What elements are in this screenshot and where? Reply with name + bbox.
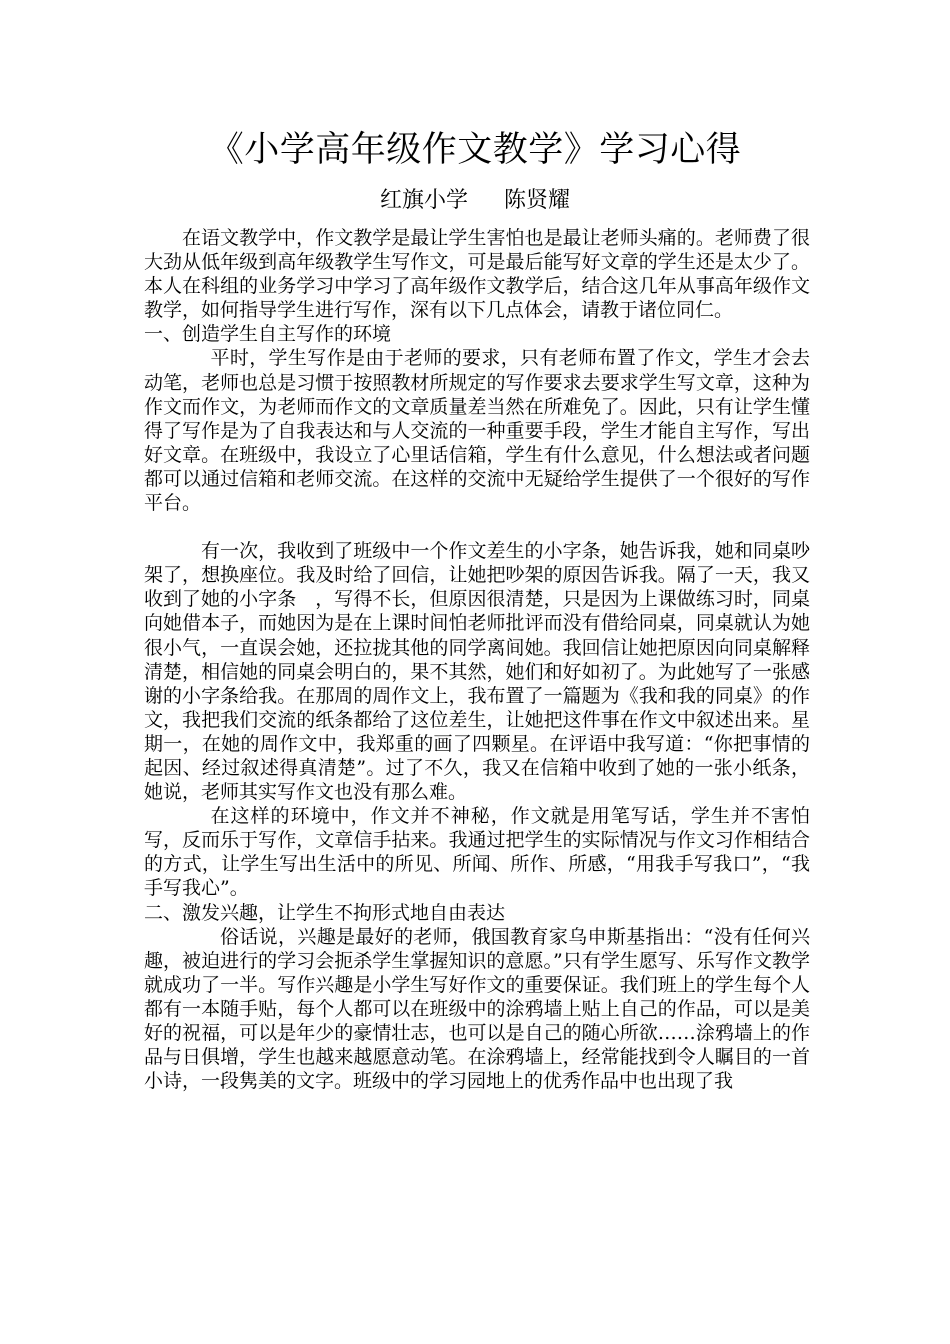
paragraph-spacer: [144, 515, 810, 539]
section-heading-2: 二、激发兴趣，让学生不拘形式地自由表达: [144, 901, 506, 924]
intro-paragraph: 在语文教学中，作文教学是最让学生害怕也是最让老师头痛的。老师费了很大劲从低年级到高年级教学生写作文，可是最后能写好文章的学生还是太少了。本人在科组的业务学习中学习了高年级作文教学后，结合这几年从事高年级作文教学，如何指导学生进行写作，深有以下几点体会，请教于诸位同仁。: [144, 227, 810, 322]
section2-paragraph-1: 俗话说，兴趣是最好的老师，俄国教育家乌申斯基指出：“没有任何兴趣，被迫进行的学习会扼杀学生掌握知识的意愿。”只有学生愿写、乐写作文教学就成功了一半。写作兴趣是小学生写好作文的重要保证。我们班上的学生每个人都有一本随手贴，每个人都可以在班级中的涂鸦墙上贴上自己的作品，可以是美好的祝福，可以是年少的豪情壮志，也可以是自己的随心所欲……涂鸦墙上的作品与日俱增，学生也越来越愿意动笔。在涂鸦墙上，经常能找到令人瞩目的一首小诗，一段隽美的文字。班级中的学习园地上的优秀作品中也出现了我: [144, 925, 810, 1093]
document-body: [144, 226, 810, 1093]
author-line: [0, 186, 950, 216]
section-heading-1: 一、创造学生自主写作的环境: [144, 323, 392, 346]
document-title: 《小学高年级作文教学》学习心得: [208, 130, 742, 170]
section1-paragraph-2: 有一次，我收到了班级中一个作文差生的小字条，她告诉我，她和同桌吵架了，想换座位。我及时给了回信，让她把吵架的原因告诉我。隔了一天，我又收到了她的小字条 ，写得不长，但原因很清楚，只是因为上课做练习时，同桌向她借本子，而她因为是在上课时间怕老师批评而没有借给同桌，同桌就认为她很小气，一直误会她，还拉拢其他的同学离间她。我回信让她把原因向同桌解释清楚，相信她的同桌会明白的，果不其然，她们和好如初了。为此她写了一张感谢的小字条给我。在那周的周作文上，我布置了一篇题为《我和我的同桌》的作文，我把我们交流的纸条都给了这位差生，让她把这件事在作文中叙述出来。星期一，在她的周作文中，我郑重的画了四颗星。在评语中我写道：“你把事情的起因、经过叙述得真清楚”。过了不久，我又在信箱中收到了她的一张小纸条，她说，老师其实写作文也没有那么难。: [144, 540, 810, 804]
section1-paragraph-1: 平时，学生写作是由于老师的要求，只有老师布置了作文，学生才会去动笔，老师也总是习惯于按照教材所规定的写作要求去要求学生写文章，这种为作文而作文，为老师而作文的文章质量差当然在所难免了。因此，只有让学生懂得了写作是为了自我表达和与人交流的一种重要手段，学生才能自主写作，写出好文章。在班级中，我设立了心里话信箱，学生有什么意见，什么想法或者问题都可以通过信箱和老师交流。在这样的交流中无疑给学生提供了一个很好的写作平台。: [144, 347, 810, 515]
school-name: 红旗小学: [379, 188, 468, 213]
author-name: 陈贤耀: [504, 188, 571, 213]
section1-paragraph-3: 在这样的环境中，作文并不神秘，作文就是用笔写话，学生并不害怕写，反而乐于写作，文章信手拈来。我通过把学生的实际情况与作文习作相结合的方式，让学生写出生活中的所见、所闻、所作、所感，“用我手写我口”，“我手写我心”。: [144, 805, 810, 900]
